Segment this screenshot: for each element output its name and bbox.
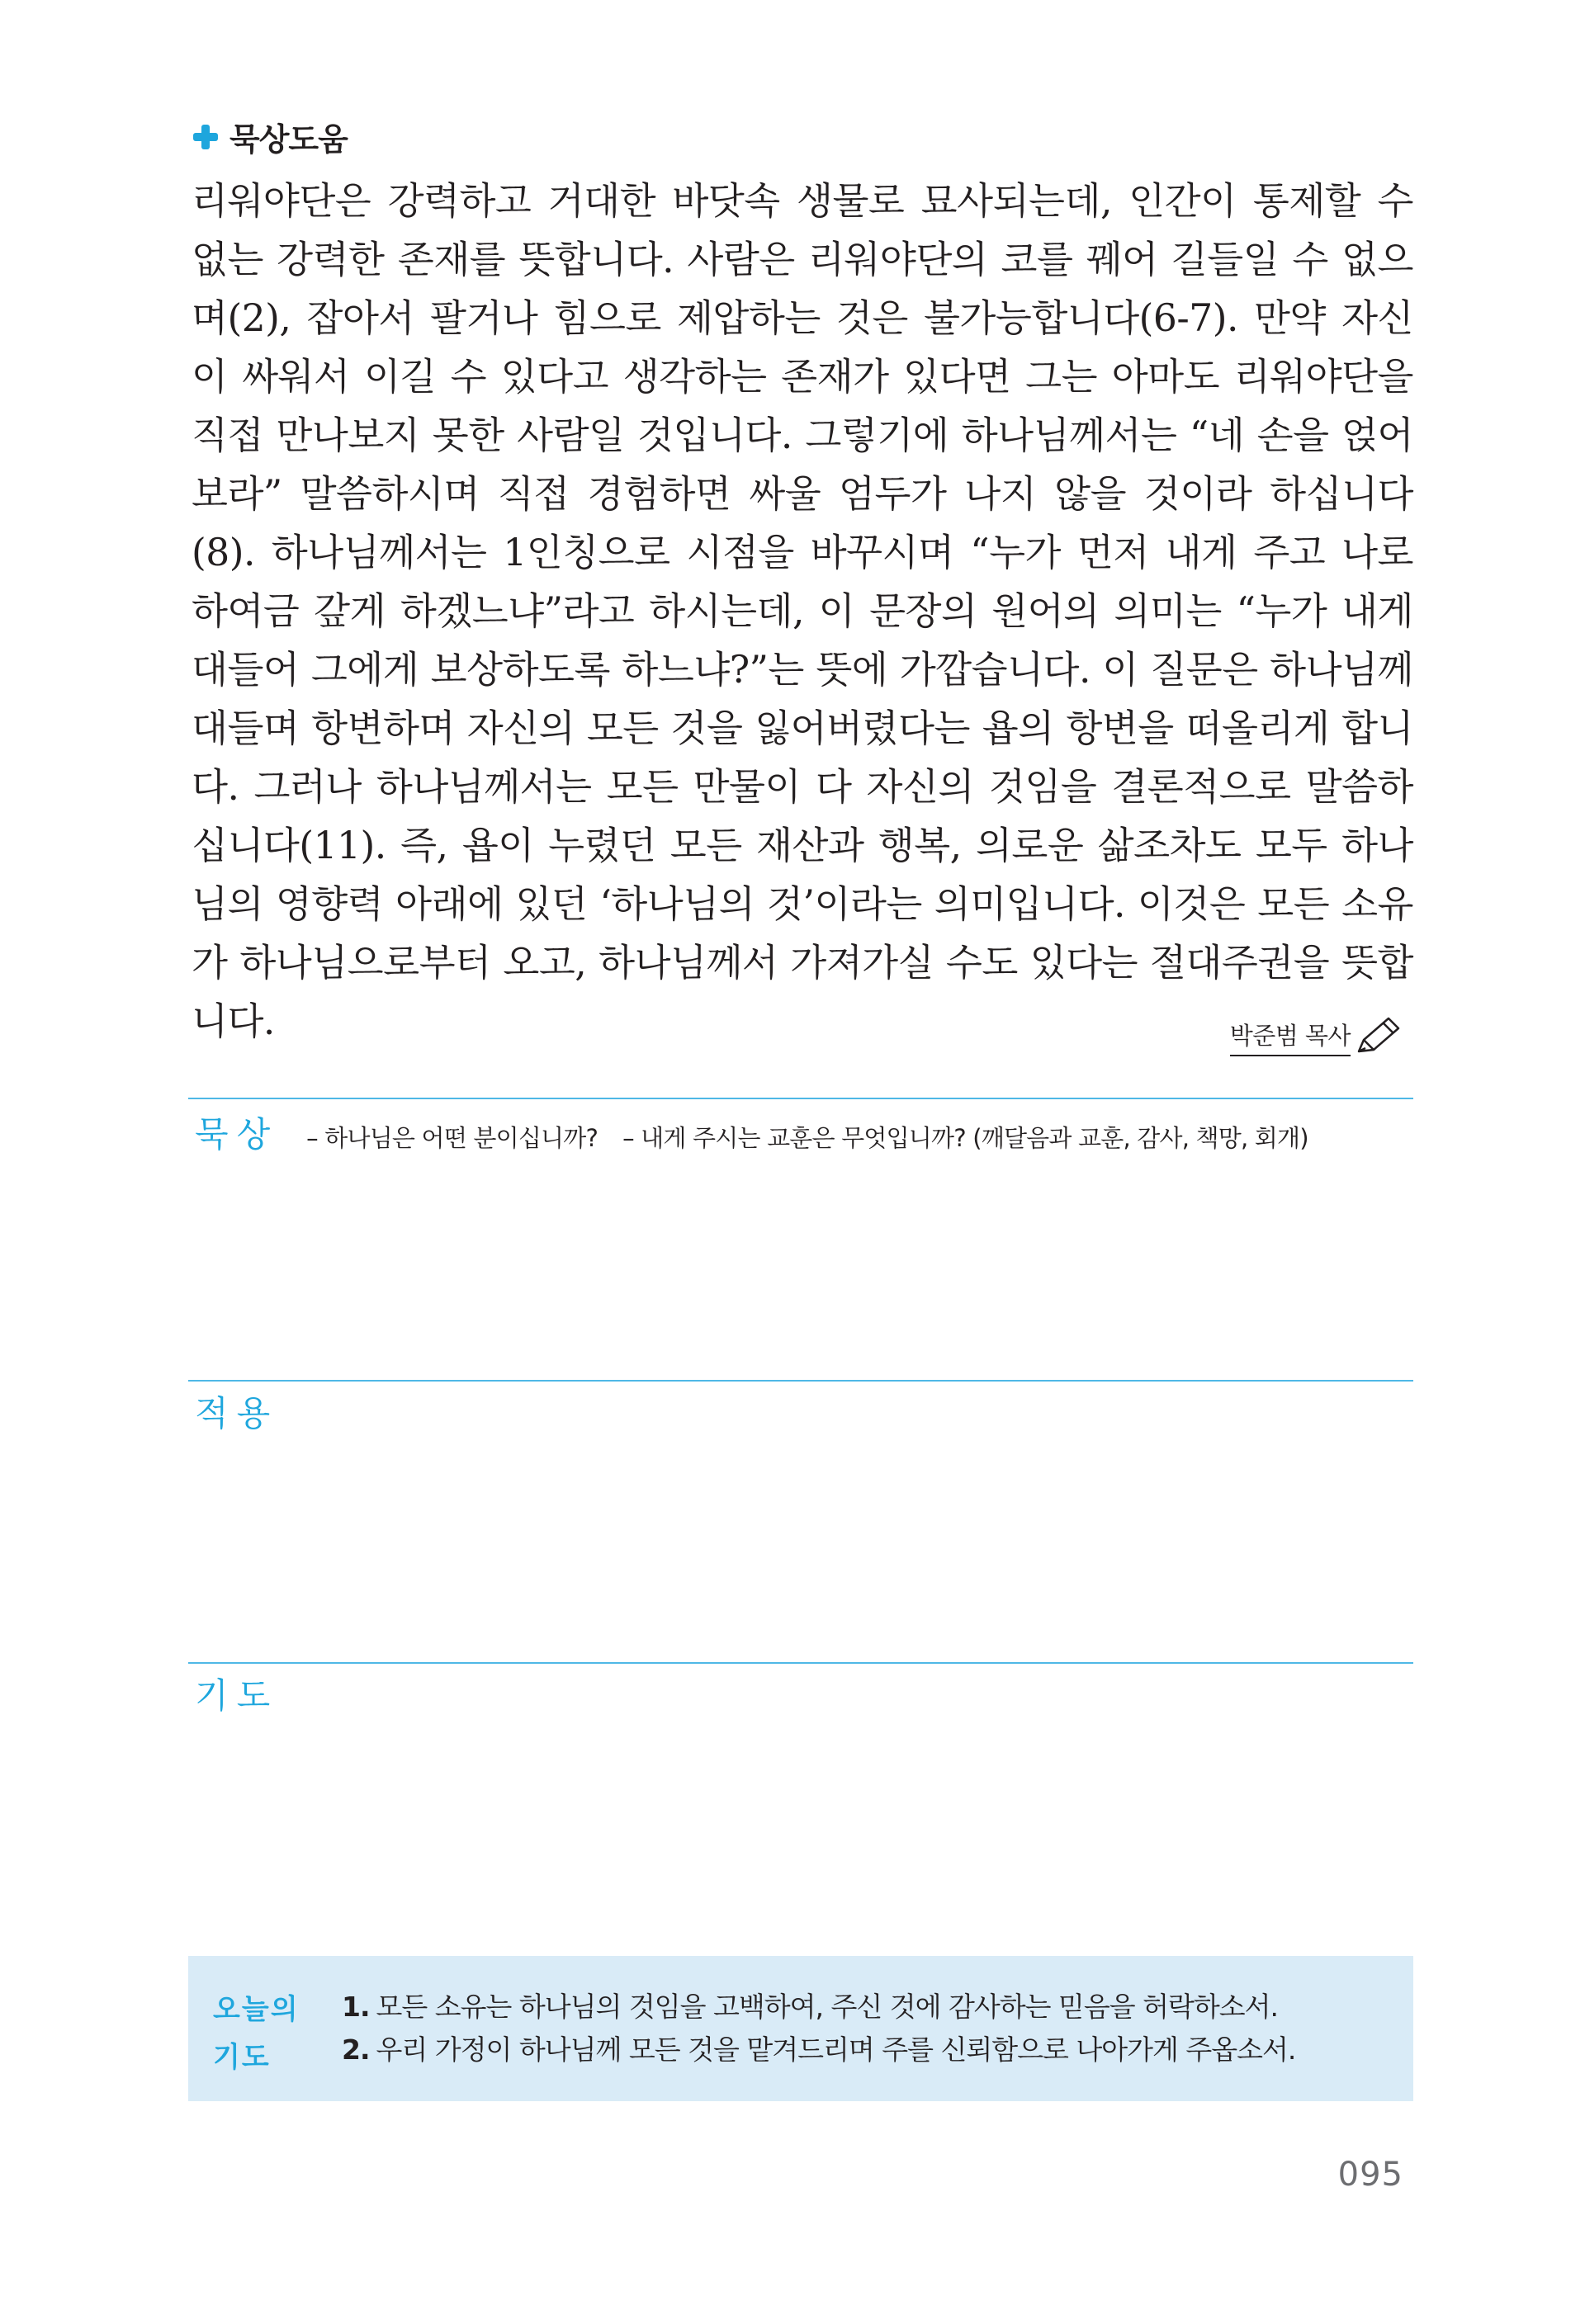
application-label: 적용 [195,1393,279,1434]
author-signature [1230,1015,1405,1056]
application-rule [188,1380,1413,1382]
body-text: 리워야단은 강력하고 거대한 바닷속 생물로 묘사되는데, 인간이 통제할 수 없는 강력한 존재를 뜻합니다. 사람은 리워야단의 코를 꿰어 길들일 수 없으며(2), 잡아서 팔거나 힘으로 제압하는 것은 불가능합니다(6-7). 만약 자신이 싸워서 이길 수 있다고 생각하는 존재가 있다면 그는 아마도 리워야단을 직접 만나보지 못한 사람일 것입니다. 그렇기에 하나님께서는 “네 손을 얹어보라” 말씀하시며 직접 경험하면 싸울 엄두가 나지 않을 것이라 하십니다(8). 하나님께서는 1인칭으로 시점을 바꾸시며 “누가 먼저 내게 주고 나로 하여금 갚게 하겠느냐”라고 하시는데, 이 문장의 원어의 의미는 “누가 내게 대들어 그에게 보상하도록 하느냐?”는 뜻에 가깝습니다. 이 질문은 하나님께 대들며 항변하며 자신의 모든 것을 잃어버렸다는 욥의 항변을 떠올리게 합니다. 그러나 하나님께서는 모든 만물이 다 자신의 것임을 결론적으로 말씀하십니다(11). 즉, 욥이 누렸던 모든 재산과 행복, 의로운 삶조차도 모두 하나님의 영향력 아래에 있던 ‘하나님의 것’이라는 의미입니다. 이것은 모든 소유가 하나님으로부터 오고, 하나님께서 가져가실 수도 있다는 절대주권을 뜻합니다. [192,179,1413,1043]
pencil-icon [1354,1015,1405,1056]
application-section [195,1386,278,1436]
meditation-hint-1: – 하나님은 어떤 분이십니까? [306,1124,599,1152]
list-item [342,1986,1295,2029]
prayer-label: 기도 [195,1675,279,1716]
prayer-item-number: 1. [342,1991,370,2023]
list-item [342,2029,1295,2071]
today-prayer-label-line2: 기도 [213,2041,271,2074]
meditation-hint-2: – 내게 주시는 교훈은 무엇입니까? (깨달음과 교훈, 감사, 책망, 회개) [622,1124,1308,1152]
today-prayer-label [213,1986,300,2081]
header-title: 묵상도움 [229,121,348,158]
prayer-item-text: 모든 소유는 하나님의 것임을 고백하여, 주신 것에 감사하는 믿음을 허락하소서. [376,1991,1278,2023]
section-header [192,114,348,159]
meditation-label: 묵상 [195,1114,279,1155]
prayer-section [195,1669,278,1718]
meditation-section [195,1108,1308,1157]
plus-icon [192,123,220,151]
author-name: 박준범 목사 [1230,1018,1351,1056]
today-prayer-list [342,1986,1295,2071]
meditation-hints [306,1120,1308,1154]
prayer-item-text: 우리 가정이 하나님께 모든 것을 맡겨드리며 주를 신뢰함으로 나아가게 주옵소서. [376,2034,1296,2066]
meditation-rule [188,1098,1413,1099]
prayer-rule [188,1662,1413,1664]
today-prayer-box [188,1956,1413,2101]
prayer-item-number: 2. [342,2034,370,2066]
page-number: 095 [1337,2156,1403,2194]
today-prayer-label-line1: 오늘의 [213,1993,300,2026]
